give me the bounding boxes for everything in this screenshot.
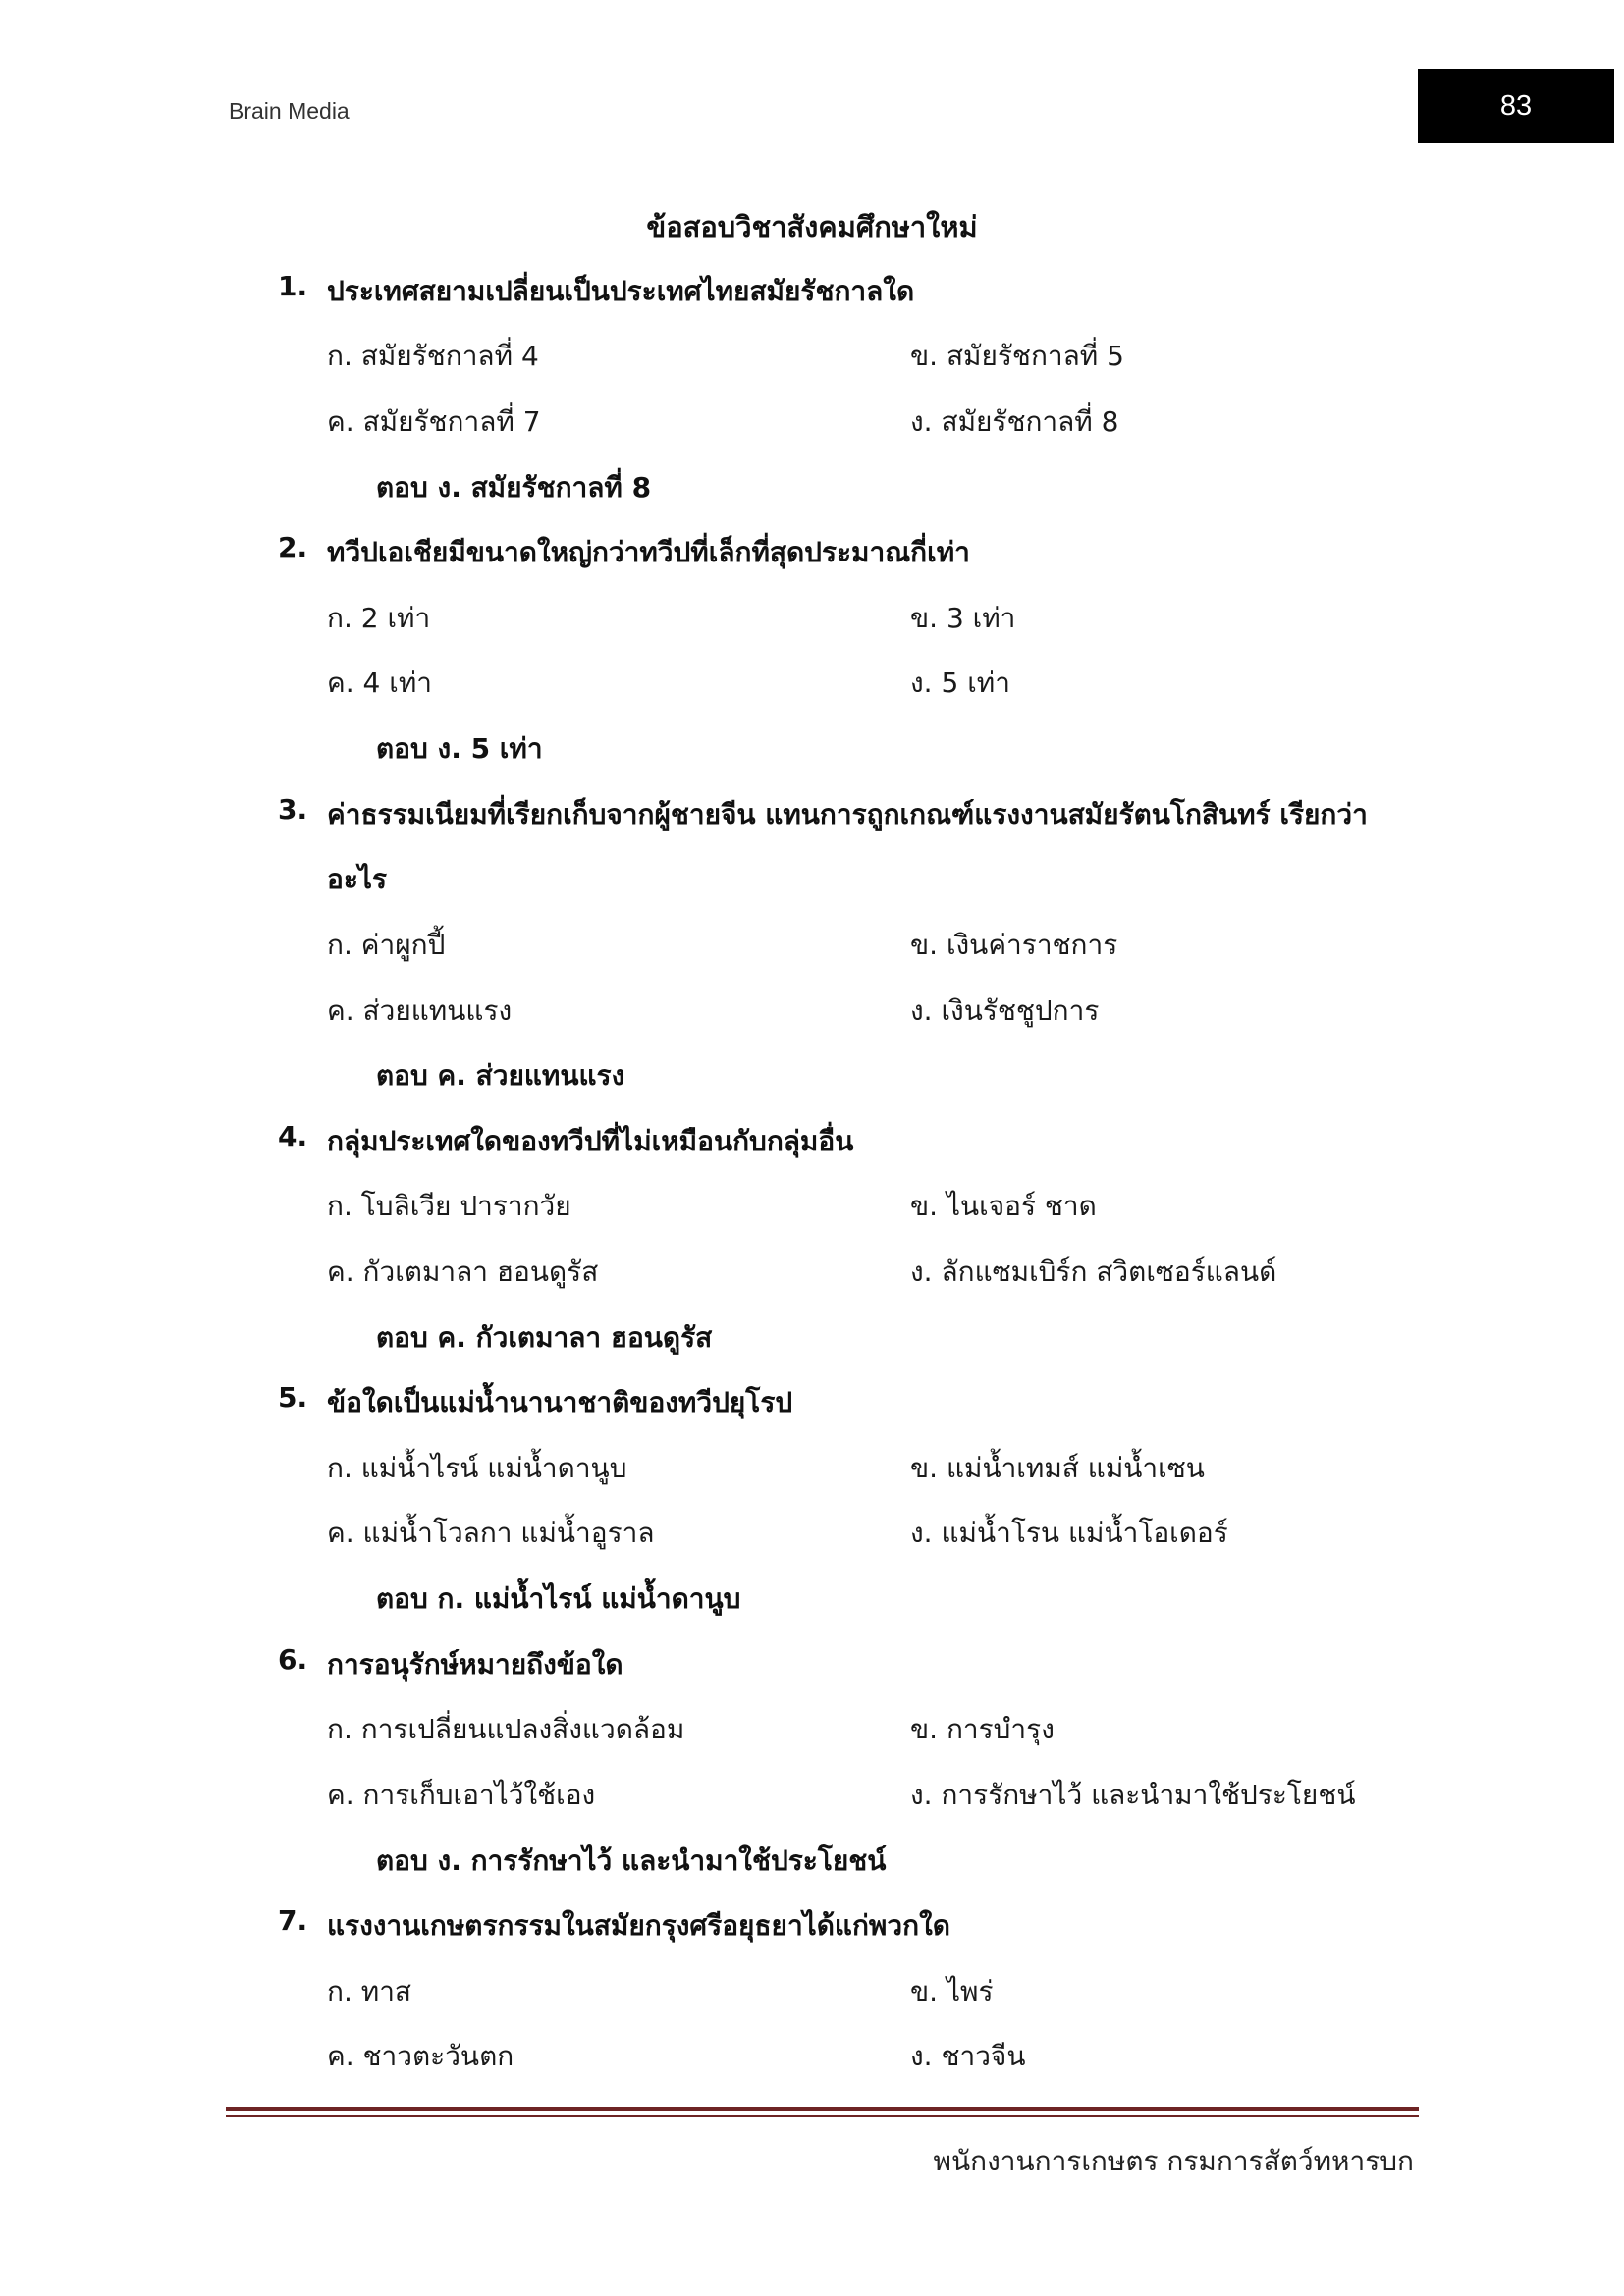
answer: ตอบ ง. 5 เท่า — [376, 732, 543, 765]
option-a: ก. ค่าผูกปี้ — [327, 929, 446, 961]
option-d: ง. ชาวจีน — [910, 2040, 1026, 2072]
option-b: ข. ไนเจอร์ ชาด — [910, 1190, 1097, 1222]
option-c: ค. แม่น้ำโวลกา แม่น้ำอูราล — [327, 1517, 655, 1549]
option-c: ค. การเก็บเอาไว้ใช้เอง — [327, 1779, 596, 1811]
option-b: ข. สมัยรัชกาลที่ 5 — [910, 340, 1124, 372]
option-b: ข. การบำรุง — [910, 1713, 1055, 1745]
question-text: กลุ่มประเทศใดของทวีปที่ไม่เหมือนกับกลุ่มอื่น — [327, 1125, 854, 1157]
question-number: 6. — [278, 1643, 308, 1676]
question-number: 7. — [278, 1904, 308, 1937]
option-a: ก. โบลิเวีย ปารากวัย — [327, 1190, 571, 1222]
question-number: 2. — [278, 531, 308, 563]
question-text: ข้อใดเป็นแม่น้ำนานาชาติของทวีปยุโรป — [327, 1386, 793, 1418]
option-d: ง. แม่น้ำโรน แม่น้ำโอเดอร์ — [910, 1517, 1228, 1549]
option-a: ก. ทาส — [327, 1975, 412, 2007]
question-number: 5. — [278, 1381, 308, 1414]
question-text-continued: อะไร — [327, 863, 387, 895]
question-text: ทวีปเอเชียมีขนาดใหญ่กว่าทวีปที่เล็กที่สุดประมาณกี่เท่า — [327, 536, 970, 568]
page-title: ข้อสอบวิชาสังคมศึกษาใหม่ — [646, 210, 978, 243]
answer: ตอบ ก. แม่น้ำไรน์ แม่น้ำดานูบ — [376, 1582, 741, 1615]
question-text: ค่าธรรมเนียมที่เรียกเก็บจากผู้ชายจีน แทนการถูกเกณฑ์แรงงานสมัยรัตนโกสินทร์ เรียกว่า — [327, 798, 1368, 830]
answer: ตอบ ค. กัวเตมาลา ฮอนดูรัส — [376, 1321, 713, 1354]
option-c: ค. สมัยรัชกาลที่ 7 — [327, 405, 541, 438]
page-number-badge: 83 — [1418, 69, 1614, 143]
option-c: ค. กัวเตมาลา ฮอนดูรัส — [327, 1255, 599, 1288]
option-b: ข. แม่น้ำเทมส์ แม่น้ำเซน — [910, 1452, 1205, 1484]
option-c: ค. ส่วยแทนแรง — [327, 994, 513, 1027]
option-c: ค. 4 เท่า — [327, 667, 432, 699]
option-a: ก. 2 เท่า — [327, 602, 431, 634]
option-b: ข. 3 เท่า — [910, 602, 1016, 634]
option-d: ง. สมัยรัชกาลที่ 8 — [910, 405, 1119, 438]
question-number: 4. — [278, 1120, 308, 1152]
question-text: ประเทศสยามเปลี่ยนเป็นประเทศไทยสมัยรัชกาลใด — [327, 275, 915, 307]
option-a: ก. แม่น้ำไรน์ แม่น้ำดานูบ — [327, 1452, 627, 1484]
option-d: ง. ลักแซมเบิร์ก สวิตเซอร์แลนด์ — [910, 1255, 1277, 1288]
option-d: ง. 5 เท่า — [910, 667, 1010, 699]
footer-text: พนักงานการเกษตร กรมการสัตว์ทหารบก — [933, 2145, 1414, 2177]
option-a: ก. สมัยรัชกาลที่ 4 — [327, 340, 539, 372]
footer-divider-thick — [226, 2107, 1419, 2111]
answer: ตอบ ง. การรักษาไว้ และนำมาใช้ประโยชน์ — [376, 1844, 887, 1877]
option-c: ค. ชาวตะวันตก — [327, 2040, 514, 2072]
answer: ตอบ ค. ส่วยแทนแรง — [376, 1059, 625, 1092]
question-number: 3. — [278, 793, 308, 826]
question-number: 1. — [278, 270, 308, 302]
option-b: ข. ไพร่ — [910, 1975, 994, 2007]
option-b: ข. เงินค่าราชการ — [910, 929, 1118, 961]
option-d: ง. การรักษาไว้ และนำมาใช้ประโยชน์ — [910, 1779, 1356, 1811]
option-a: ก. การเปลี่ยนแปลงสิ่งแวดล้อม — [327, 1713, 685, 1745]
answer: ตอบ ง. สมัยรัชกาลที่ 8 — [376, 471, 652, 504]
footer-divider-thin — [226, 2115, 1419, 2117]
publisher-name: Brain Media — [229, 98, 350, 124]
question-text: แรงงานเกษตรกรรมในสมัยกรุงศรีอยุธยาได้แก่พวกใด — [327, 1909, 950, 1942]
option-d: ง. เงินรัชชูปการ — [910, 994, 1100, 1027]
question-text: การอนุรักษ์หมายถึงข้อใด — [327, 1648, 623, 1681]
